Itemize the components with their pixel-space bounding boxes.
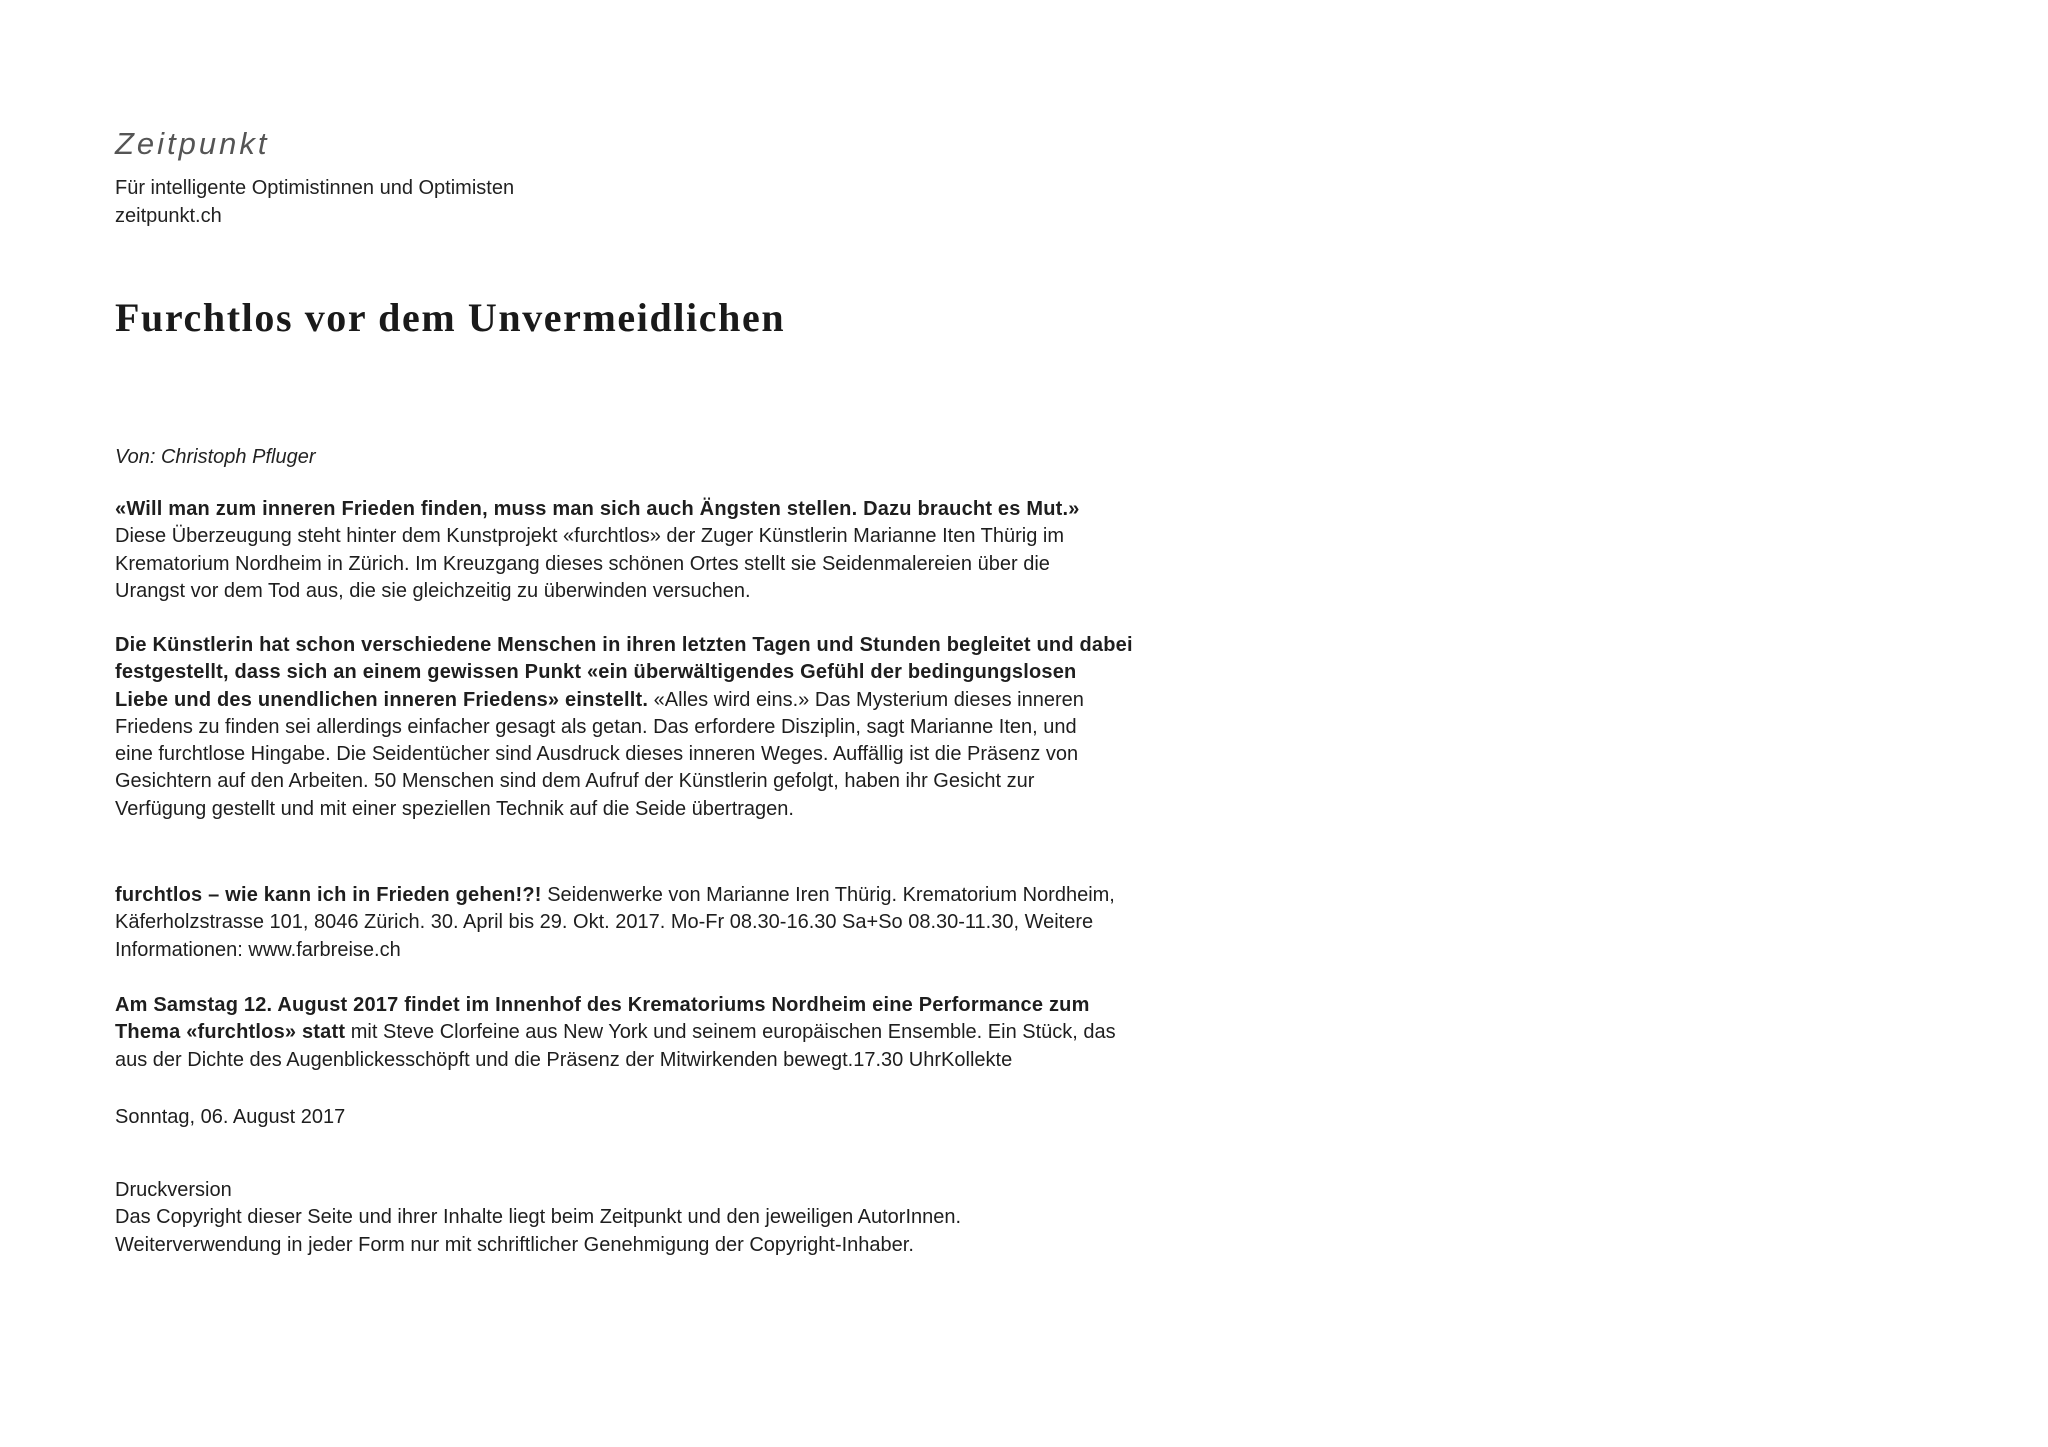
publication-website: zeitpunkt.ch xyxy=(115,205,222,227)
exhibition-info xyxy=(115,882,1225,964)
paragraph-line: Diese Überzeugung steht hinter dem Kunstprojekt «furchtlos» der Zuger Künstlerin Marianne Iten Thürig im xyxy=(115,525,1065,548)
article-paragraph-2 xyxy=(115,632,1225,823)
performance-info xyxy=(115,992,1225,1074)
print-version-link[interactable]: Druckversion xyxy=(115,1179,232,1201)
lead-quote: «Will man zum inneren Frieden finden, muss man sich auch Ängsten stellen. Dazu braucht es Mut.» xyxy=(115,498,1080,520)
article-date: Sonntag, 06. August 2017 xyxy=(115,1106,346,1128)
paragraph-line: eine furchtlose Hingabe. Die Seidentücher sind Ausdruck dieses inneren Weges. Auffällig ist die Präsenz von xyxy=(115,743,1079,766)
page-footer xyxy=(115,1177,961,1259)
article-paragraph-1 xyxy=(115,496,1225,605)
copyright-notice: Das Copyright dieser Seite und ihrer Inhalte liegt beim Zeitpunkt und den jeweiligen AutorInnen. xyxy=(115,1206,962,1229)
article-byline: Von: Christoph Pfluger xyxy=(115,446,316,468)
performance-headline-end: Thema «furchtlos» statt xyxy=(115,1021,346,1044)
paragraph-bold-line: festgestellt, dass sich an einem gewissen Punkt «ein überwältigendes Gefühl der bedingungslosen xyxy=(115,661,1077,684)
copyright-usage-notice: Weiterverwendung in jeder Form nur mit schriftlicher Genehmigung der Copyright-Inhaber. xyxy=(115,1233,914,1256)
performance-headline: Am Samstag 12. August 2017 findet im Innenhof des Krematoriums Nordheim eine Performance zum xyxy=(115,994,1090,1016)
publication-tagline: Für intelligente Optimistinnen und Optimisten xyxy=(115,177,515,199)
paragraph-bold-line: Die Künstlerin hat schon verschiedene Menschen in ihren letzten Tagen und Stunden begleitet und dabei xyxy=(115,634,1133,656)
paragraph-line: Verfügung gestellt und mit einer speziellen Technik auf die Seide übertragen. xyxy=(115,797,794,820)
article-title: Furchtlos vor dem Unvermeidlichen xyxy=(115,295,786,340)
exhibition-title: furchtlos – wie kann ich in Frieden gehen!?! xyxy=(115,884,542,906)
performance-details: mit Steve Clorfeine aus New York und seinem europäischen Ensemble. Ein Stück, das xyxy=(345,1021,1116,1044)
paragraph-line: Krematorium Nordheim in Zürich. Im Kreuzgang dieses schönen Ortes stellt sie Seidenmalereien über die xyxy=(115,552,1050,575)
performance-details-line: aus der Dichte des Augenblickesschöpft und die Präsenz der Mitwirkenden bewegt.17.30 UhrKollekte xyxy=(115,1048,1013,1071)
paragraph-line: Friedens zu finden sei allerdings einfacher gesagt als getan. Das erfordere Disziplin, sagt Marianne Iten, und xyxy=(115,715,1077,738)
paragraph-line: Urangst vor dem Tod aus, die sie gleichzeitig zu überwinden versuchen. xyxy=(115,579,751,602)
publication-name: Zeitpunkt xyxy=(115,126,270,161)
info-label: Informationen: xyxy=(115,938,249,961)
paragraph-line: Gesichtern auf den Arbeiten. 50 Menschen sind dem Aufruf der Künstlerin gefolgt, haben ihr Gesicht zur xyxy=(115,770,1035,793)
paragraph-regular-segment: «Alles wird eins.» Das Mysterium dieses inneren xyxy=(648,688,1084,711)
exhibition-address: Käferholzstrasse 101, 8046 Zürich. 30. April bis 29. Okt. 2017. Mo-Fr 08.30-16.30 Sa+So 08.30-11.30, Weitere xyxy=(115,911,1094,934)
paragraph-bold-segment: Liebe und des unendlichen inneren Friedens» einstellt. xyxy=(115,688,649,711)
farbreise-link[interactable]: www.farbreise.ch xyxy=(248,938,401,961)
exhibition-details: Seidenwerke von Marianne Iren Thürig. Krematorium Nordheim, xyxy=(541,884,1115,906)
